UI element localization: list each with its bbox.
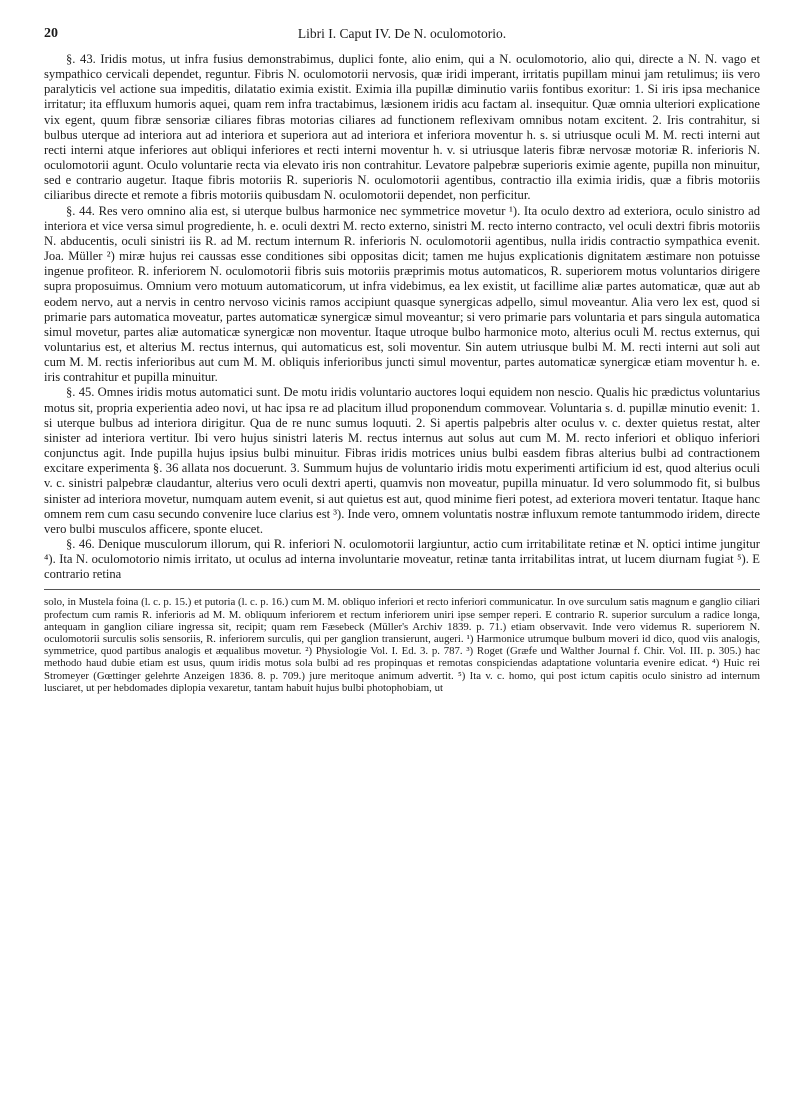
running-title: Libri I. Caput IV. De N. oculomotorio. (297, 26, 507, 41)
paragraph-45: §. 45. Omnes iridis motus automatici sunt. De motu iridis voluntario auctores loqui equidem non nescio. Qualis hic prædictus voluntarius motus sit, propria experientia adeo novi, ut hac ipsa re ad placitum illud proponendum commovear. Voluntaria s. d. pupillæ minutio evenit: 1. si uterque bulbus ad interiora dirigitur. Qua de re nunc sumus loquuti. 2. Si apertis palpebris alter oculus v. c. dexter quietus restat, alter sinister ad interiora vertitur. Ibi vero hujus sinistri lateris M. rectus internus aut solus aut cum M. M. recto inferiori et obliquo inferiori conjunctus agit. Inde pupilla hujus ipsius bulbi minuitur. Fibras iridis motrices unius bulbi easdem fibras alterius bulbi ad contractionem excitare experimenta §. 36 allata nos docuerunt. 3. Summum hujus de voluntario iridis motu experimenti artificium id est, quod alterius oculi v. c. sinistri palpebræ claudantur, alterius vero oculi dextri aperti, quamvis non moveatur, pupilla minuatur. Id vero solummodo fit, si bulbus sinister ad interiora movetur, numquam autem evenit, si aut quietus est aut, quod minime fieri potest, ad exteriora moveri tentatur. Itaque hanc omnem rem cum casu secundo convenire luce clarius est ³). Inde vero, omnem voluntatis nostræ influxum remote tantummodo iridem, directe vero bulbi musculos afficere, sponte elucet. (44, 385, 760, 536)
paragraph-43: §. 43. Iridis motus, ut infra fusius demonstrabimus, duplici fonte, alio enim, qui a N. oculomotorio, alio qui, directe a N. N. vago et sympathico cervicali dependet, reguntur. Fibris N. oculomotorii nervosis, quæ iridi imperant, irritatis pupillam minui jam retulimus; iis vero paralyticis vel actione sua impeditis, dilatatio eximia existit. Eximia illa pupillæ diminutio variis fontibus exoritur: 1. Si iris ipsa mechanice irritatur; ita effluxum humoris aquei, quam rem infra tractabimus, læsionem iridis acu factam al. insequitur. Quæ omnia ulteriori explicatione vix egent, quum fibræ sensoriæ ciliares fibras motorias ciliares ad functionem reflexivam omnibus notam excitent. 2. Iris contrahitur, si bulbus uterque ad interiora aut ad interiora et superiora aut ad interiora et inferiora moventur h. s. si utriusque oculi M. M. recti interni aut recti interni atque inferiores aut obliqui inferiores et recti interni moventur h. v. si utriusque lateris fibræ nervosæ motoriæ R. inferioris N. oculomotorii agunt. Oculo voluntarie recta via elevato iris non contrahitur. Levatore palpebræ superioris eximie agente, pupilla non minuitur, sed e contrario augetur. Itaque fibris motoriis R. superioris N. oculomotorii agentibus, contractio illa eximia iridis, quæ a fibris motoriis ciliaribus directe et remote a fibris motoriis quibusdam N. oculomotorii dependet, non perficitur. (44, 52, 760, 203)
running-head (44, 26, 760, 48)
footnotes (44, 589, 760, 694)
paragraph-46: §. 46. Denique musculorum illorum, qui R. inferiori N. oculomotorii largiuntur, actio cum irritabilitate retinæ et N. optici intime jungitur ⁴). Ita N. oculomotorio nimis irritato, ut oculus ad interna involuntarie moveatur, retinæ tanta irritabilitas intrat, ut lucem diurnam fugiat ⁵). E contrario retina (44, 537, 760, 582)
page-number: 20 (44, 26, 58, 41)
footnote-text: solo, in Mustela foina (l. c. p. 15.) et putoria (l. c. p. 16.) cum M. M. obliquo inferiori et recto inferiori communicatur. In ove surculum satis magnum e ganglio ciliari profectum cum ramis R. inferioris ad M. M. obliquum inferiorem et rectum inferiorem uniri ipse semper reperi. E contrario R. superior surculum a radice longa, antequam in ganglion ciliare ingressa sit, recipit; quam rem Fæsebeck (Müller's Archiv 1839. p. 71.) etiam observavit. Inde vero videmus R. superiorem N. oculomotorii surculis solis sensoriis, R. inferiorem surculis, qui per ganglion transierunt, augeri. ¹) Harmonice utrumque bulbum moveri id dico, quod viis analogis, symmetrice, quod partibus analogis et æqualibus movetur. ²) Physiologie Vol. I. Ed. 3. p. 787. ³) Roget (Græfe und Walther Journal f. Chir. Vol. III. p. 305.) hac methodo haud dubie etiam est usus, quum iridis motus sola bulbi ad res propinquas et remotas conspiciendas adaptatione voluntaria evenire edicat. ⁴) Huic rei Stromeyer (Gœttinger gelehrte Anzeigen 1836. 8. p. 709.) jure meritoque animum advertit. ⁵) Ita v. c. homo, qui post ictum capitis oculo sinistro ad internum lusciaret, ut per hebdomades diplopia vexaretur, tantam habuit hujus bulbi photophobiam, ut (44, 596, 760, 694)
paragraph-44: §. 44. Res vero omnino alia est, si uterque bulbus harmonice nec symmetrice movetur ¹). Ita oculo dextro ad exteriora, oculo sinistro ad interiora et vice versa simul progrediente, h. e. oculi dextri M. recto externo, sinistri M. recto interno contracto, vel oculi dextri fibris motoriis N. abducentis, oculi sinistri iis R. ad M. rectum internum R. inferioris N. oculomotorii agentibus, nulla iridis contractio sympathica evenit. Joa. Müller ²) miræ hujus rei caussas esse conditiones sibi oppositas dicit; tamen me hujus explicationis dignitatem æstimare non potuisse ingenue profiteor. R. inferiorem N. oculomotorii fibris suis motoriis præprimis motus automaticos, R. superiorem motus voluntarios dirigere supra proposuimus. Omnium vero motuum automaticorum, ut infra videbimus, ea lex existit, ut facillime aliæ partes automaticæ, quæ aut ab eodem nervo, aut a nervis in centro nervoso vicinis ramos accipiunt quasque synergicas adpello, simul moveantur. Alia vero lex est, quod si primarie pars automatica moveatur, partes automaticæ synergicæ simul moveantur; si vero primarie pars voluntaria et pars singula automatica simul movetur, partes aliæ automaticæ synergicæ non moventur. Itaque utroque bulbo harmonice moto, alterius oculi M. rectus externus, qui voluntarius est, et alterius M. rectus internus, qui automaticus est, soli moventur. Sin autem utriusque bulbi M. M. recti interni aut soli aut cum M. M. rectis inferioribus aut cum M. M. obliquis inferioribus juncti simul moventur, partes automaticæ synergicæ etiam moventur h. e. iris contrahitur et pupilla minuitur. (44, 203, 760, 385)
main-text (44, 52, 760, 582)
